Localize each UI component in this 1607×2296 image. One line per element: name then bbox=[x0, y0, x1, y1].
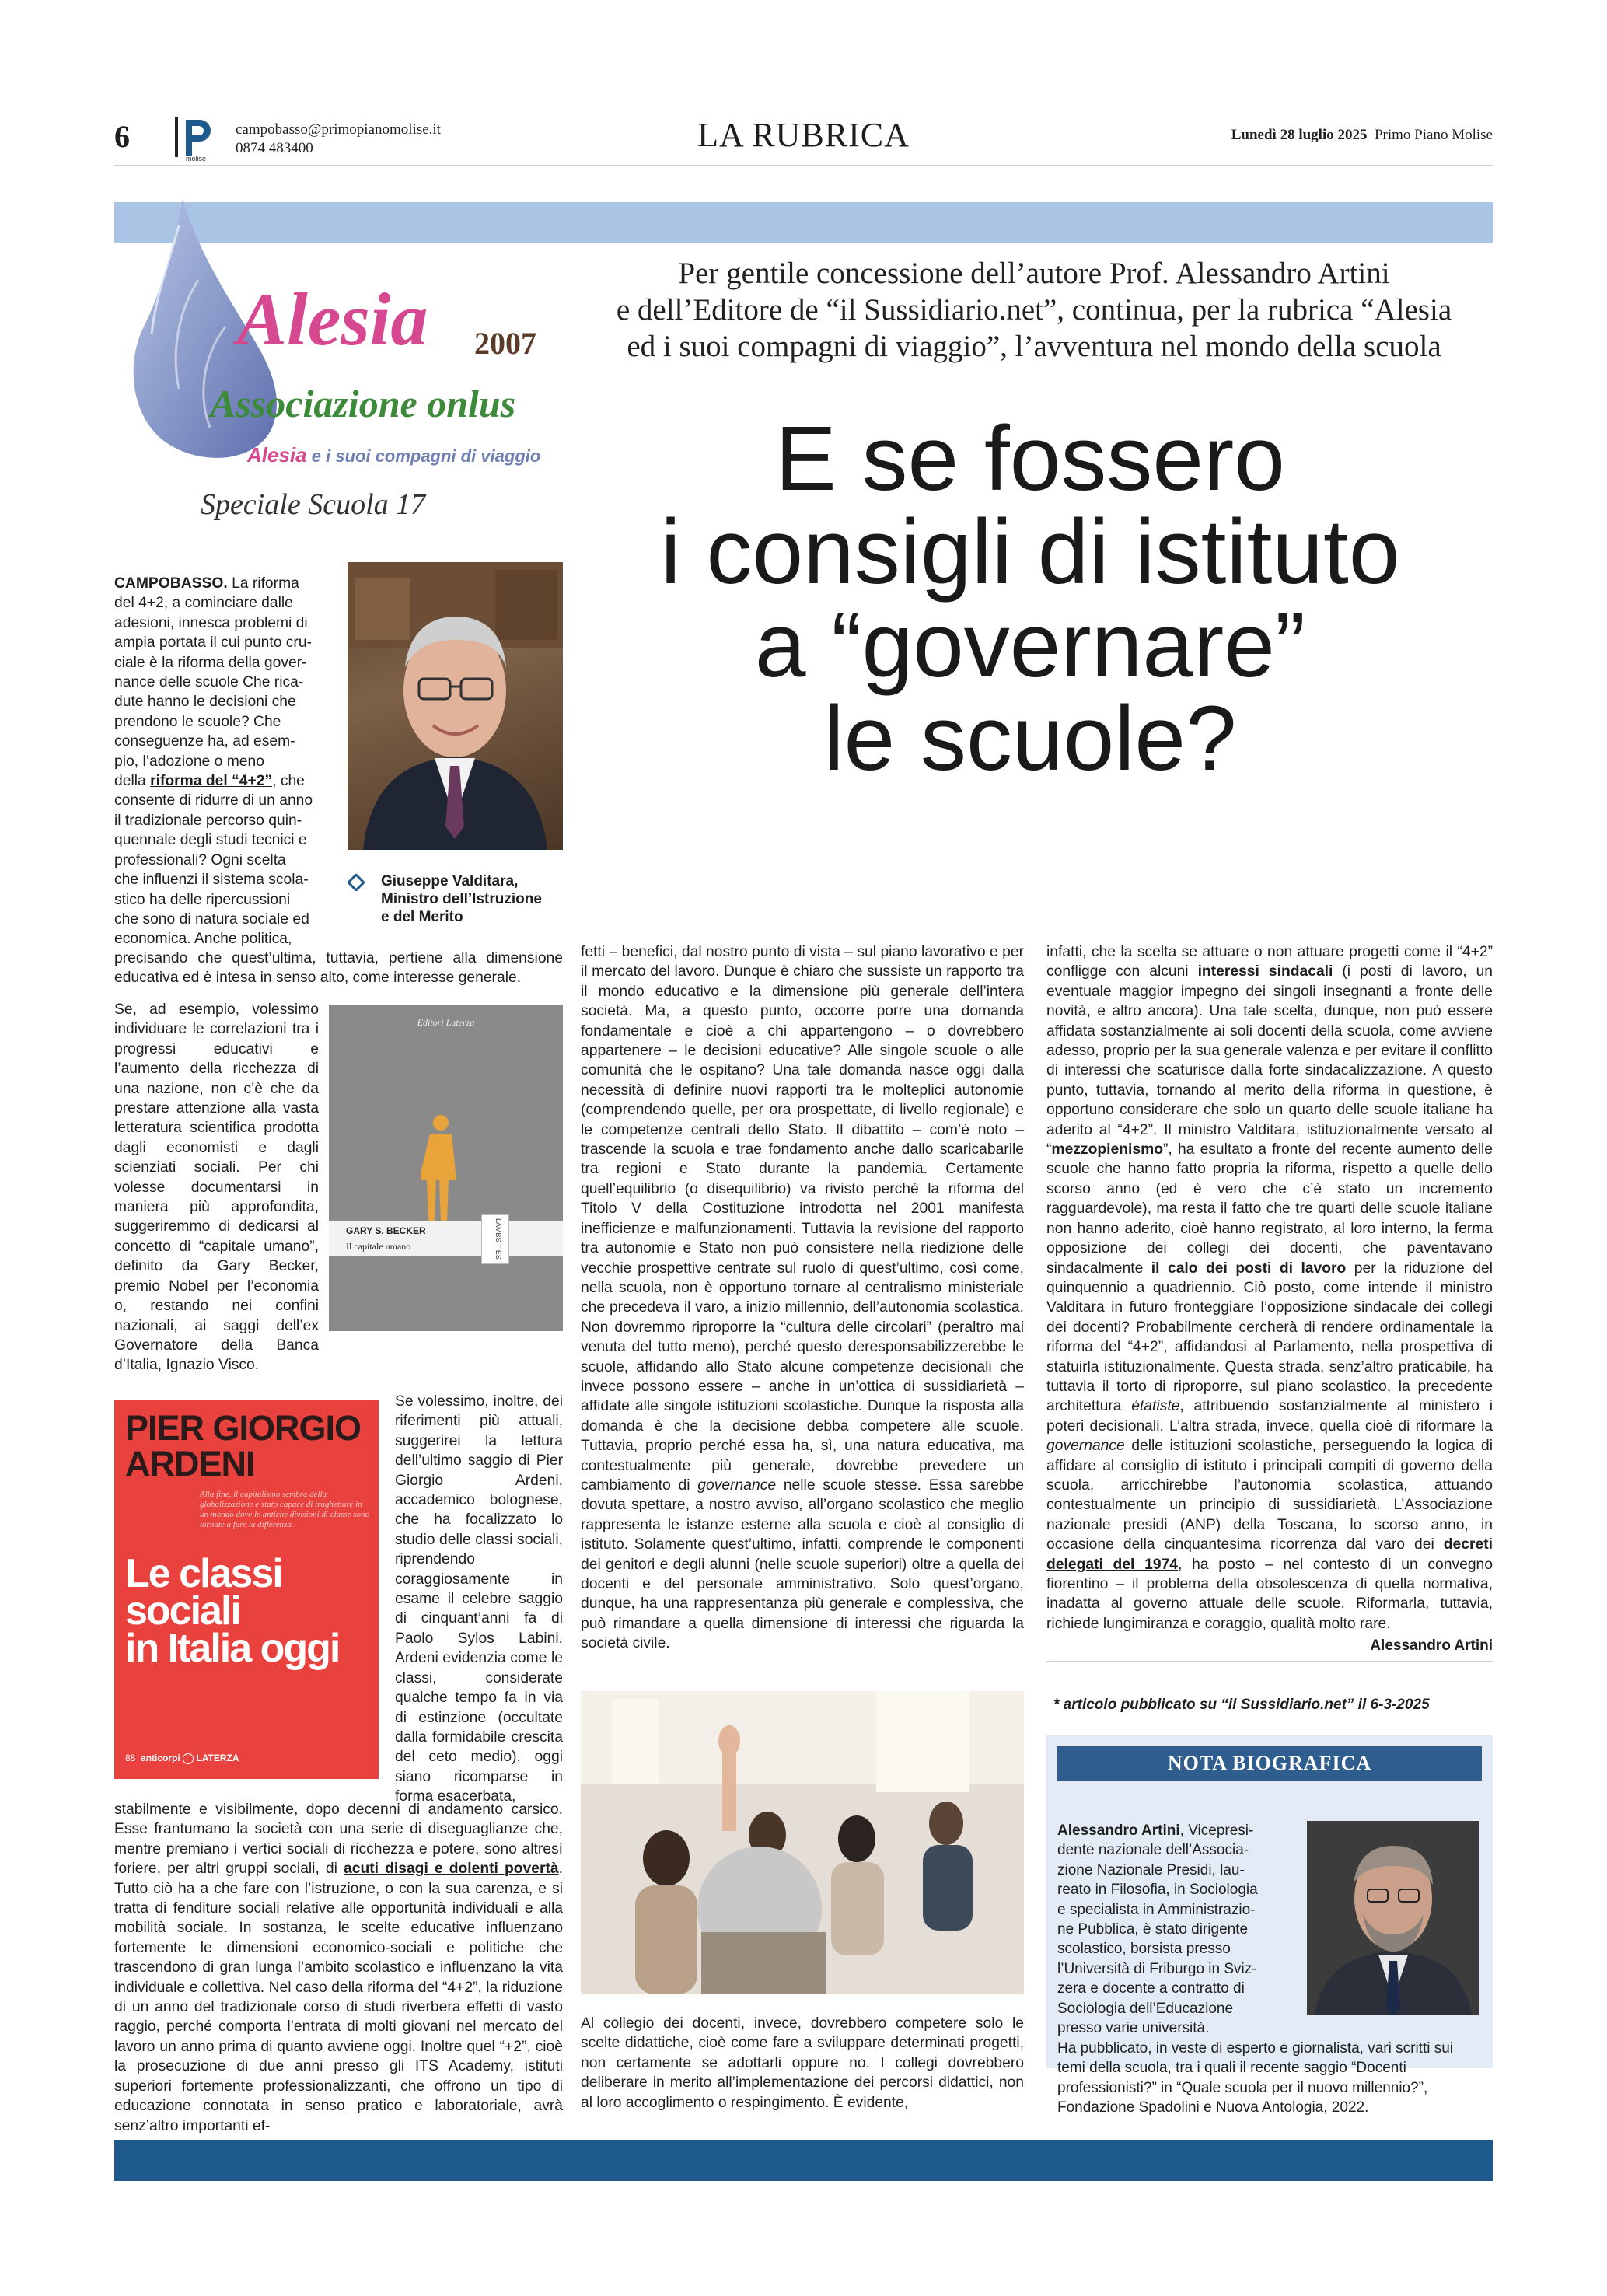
book-becker bbox=[329, 1005, 563, 1331]
logo-word: molise bbox=[186, 155, 207, 162]
artini-photo bbox=[1307, 1821, 1479, 2015]
issue-date: Lunedì 28 luglio 2025 bbox=[1231, 127, 1368, 143]
diamond-bullet-icon bbox=[348, 874, 363, 889]
bio-name: Alessandro Artini bbox=[1057, 1822, 1180, 1839]
bio-text-full: Ha pubblicato, in veste di esperto e giornalista, vari scritti sui temi della scuola, tra i quali il recente saggio “Docenti professionisti?” in “Quale scuola per il nuovo millennio?”, Fondazione Spadolini e Nuova Antologia, 2022. bbox=[1057, 2040, 1454, 2116]
headline-line-3: a “governare” bbox=[754, 594, 1306, 697]
book2-publisher: LATERZA bbox=[196, 1753, 239, 1763]
caption-line-3: e del Merito bbox=[381, 909, 463, 925]
article-col1b: Se, ad esempio, volessimo individuare le correlazioni tra i progressi educativi e l’aumento della ricchezza di una nazione, non c’è che da prestare attenzione alla vasta letteratura scientifica prodotta dagli economisti e dagli scienziati sociali. Per chi volesse documentarsi in maniera più approfondita, suggeriremmo di dedicarsi al concetto di “capitale umano”, definito da Gary Becker, premio Nobel per l’economia o, restando nei confini nazionali, ai saggi dell’ex Governatore della Banca d’Italia, Ignazio Visco. bbox=[114, 1001, 319, 1374]
photo-caption bbox=[381, 872, 542, 926]
bottom-band bbox=[114, 2140, 1493, 2181]
intro-line-2: e dell’Editore de “il Sussidiario.net”, continua, per la rubrica “Alesia bbox=[616, 293, 1452, 327]
book1-publisher: Editori Laterza bbox=[417, 1017, 475, 1028]
intro-block bbox=[575, 255, 1493, 365]
headline-line-1: E se fossero bbox=[775, 407, 1285, 510]
alesia-year: 2007 bbox=[474, 326, 536, 361]
laterza-logo-icon bbox=[183, 1753, 194, 1764]
contact-phone: 0874 483400 bbox=[236, 140, 313, 156]
article-col3: infatti, che la scelta se attuare o non attuare progetti come il “4+2” confligge con alcuni interessi sindacali (i posti di lavoro, un eventuale maggior impegno dei singoli insegnanti a fronte delle novità, e altro ancora). Una tale scelta, dunque, non può essere affidata sostanzialmente ai soli docenti della scuola, come avviene adesso, proprio per la sua generale valenza e per evitare il conflitto di interessi che scaturisce dalla forte sindacalizzazione. A questo punto, tuttavia, tornando al merito della riforma in questione, è opportuno considerare che solo un quarto delle scuole italiane ha aderito al “4+2”. Il ministro Valditara, istituzionalmente versato al “mezzopienismo”, ha esultato a fronte del recente aumento delle scuole che hanno fatto propria la riforma, rispetto a quelle dello scorso anno (ed è vero che c’è stato un incremento ragguardevole), ma resta il fatto che tre quarti delle scuole italiane non hanno aderito, cioè hanno registrato, al loro interno, la ferma opposizione dei collegi dei docenti, che paventavano sindacalmente il calo dei posti di lavoro per la riduzione del quinquennio a quadriennio. Ciò posto, come intende il ministro Valditara in futuro fronteggiare l’opposizione sindacale dei collegi dei docenti? Probabilmente cercherà di rendere ordinamentale la riforma del “4+2”, affidandosi al Parlamento, nella prospettiva di statuirla istituzionalmente. Questa strada, senz’altro praticabile, ha tuttavia il torto di riproporre, sul piano scolastico, la precedente architettura étatiste, attribuendo sostanzialmente al ministero i poteri decisionali. L’altra strada, invece, quella cioè di riformare la governance delle istituzioni scolastiche, perseguendo la logica di affidare al consiglio di istituto i principali compiti di governo della scuola, arricchirebbe l’autonomia scolastica, attuando contestualmente un principio di sussidiarietà. L’Associazione nazionale presidi (ANP) della Toscana, lo scorso anno, in occasione della cinquantesima ricorrenza dal varo dei decreti delegati del 1974, ha posto – nel contesto di un convegno fiorentino – il problema della obsolescenza di quella normativa, inadatta al governo attuale delle scuole. Riformarla, tuttavia, richiede lungimiranza e coraggio, qualità molto rare. bbox=[1046, 944, 1493, 1632]
headline bbox=[568, 407, 1493, 790]
book2-series bbox=[125, 1753, 239, 1764]
link-interessi-sindacali: interessi sindacali bbox=[1197, 963, 1333, 980]
caption-line-1: Giuseppe Valditara, bbox=[381, 873, 519, 889]
article-col1c: Se volessimo, inoltre, dei riferimenti più attuali, suggerirei la lettura dell’ultimo saggio di Pier Giorgio Ardeni, accademico bolognese, che ha focalizzato lo studio delle classi sociali, riprendendo coraggiosamente in esame il celebre saggio di cinquant’anni fa di Paolo Sylos Labini. Ardeni evidenzia come le classi, considerate qualche tempo fa in via di estinzione (occultate dalla formidabile crescita del ceto medio), oggi siano ricomparse in forma esacerbata, bbox=[395, 1393, 563, 1805]
valditara-photo bbox=[348, 562, 563, 850]
link-acuti-disagi: acuti disagi e dolenti povertà bbox=[344, 1861, 559, 1878]
article-col2b: Al collegio dei docenti, invece, dovrebbero competere solo le scelte didattiche, cioè come fare a sviluppare determinati progetti, non certamente se adottarli oppure no. I collegi dovrebbero deliberare in merito all’implementazione dei percorsi didattici, non al loro accoglimento o respingimento. È evidente, bbox=[581, 2015, 1024, 2111]
alesia-tagline-name: Alesia bbox=[247, 443, 307, 467]
link-riforma: riforma del “4+2” bbox=[150, 773, 273, 790]
article-col1a: CAMPOBASSO. La riforma del 4+2, a cominciare dalle adesioni, innesca problemi di ampia portata il cui punto cru- ciale è la riforma della gover- nance delle scuole Che rica- dute hanno le decisioni che prendono le scuole? Che conseguenze ha, ad esem- pio, l’adozione o meno della riforma del “4+2”, che consente di ridurre di un anno il tradizionale percorso quin- quennale degli studi tecnici e professionali? Ogni scelta che influenzi il sistema scola- stico ha delle ripercussioni che sono di natura sociale ed economica. Anche politica, bbox=[114, 575, 313, 948]
book2-author-2: ARDENI bbox=[125, 1444, 255, 1483]
bio-box bbox=[1046, 1735, 1493, 2116]
special-label: Speciale Scuola 17 bbox=[201, 488, 426, 521]
article-col2a: fetti – benefici, dal nostro punto di vista – sul piano lavorativo e per il mercato del lavoro. Dunque è chiaro che sussiste un rapporto tra il mondo educativo e la dimensione più generale dell’intera società. Ma, a questo punto, occorre porre una domanda fondamentale e cioè a chi appartengono – o dovrebbero appartenere – le decisioni educative? Alle singole scuole o alle comunità che le ospitano? Una tale domanda nasce oggi dalla necessità di definire nuovi rapporti tra le molteplici autonomie (comprendendo quelle, per ora prospettate, di livello regionale) e le competenze centrali dello Stato. Il dibattito – com’è noto – trascende la scuola e trae fondamento anche dallo scaricabarile tra regioni e Stato durante la pandemia. Certamente quell’equilibrio (o disequilibrio) va rivisto perché la riforma del Titolo V della Costituzione introdotta nel 2001 manifesta inefficienze e malfunzionamenti. Tuttavia la revisione del rapporto tra autonomie e Stato non può consistere nella riedizione delle vecchie prospettive centrate sul ruolo di quest’ultimo, così come, nella scuola, non è opportuno tornare al centralismo ministeriale che precedeva il varo, a inizio millennio, dell’autonomia scolastica. Non dovremmo riproporre la “cultura delle circolari” (peraltro mai venuta del tutto meno), perché questo deresponsabilizzerebbe le scuole, affidando allo Stato alcune competenze decisionali che invece possono essere – anche in un’ottica di sussidiarietà – affidate alle singole istituzioni scolastiche. Dunque la risposta alla domanda è che la decisione debba competere alle scuole. Tuttavia, proprio perché essa ha, sì, una natura educativa, ma contestualmente più generale, dovrebbe prevedere un cambiamento di governance nelle scuole stesse. Essa sarebbe dovuta spettare, a nostro avviso, all’organo scolastico che meglio rappresenta le istanze esterne alla scuola e cioè al consiglio di istituto. Solamente quest’ultimo, infatti, comprende le componenti dei genitori e degli alunni (nelle scuole superiori) oltre a quella dei docenti e del personale amministrativo. Solo quest’organo, dunque, ha una rappresentanza più generale e complessiva, che può rimandare a quella dimensione di interessi che riguarda la società civile. bbox=[581, 944, 1024, 1652]
book-ardeni bbox=[114, 1400, 379, 1779]
section-title: LA RUBRICA bbox=[697, 116, 910, 154]
book1-title: Il capitale umano bbox=[346, 1241, 411, 1252]
book2-author bbox=[125, 1410, 361, 1482]
alesia-assoc: Associazione onlus bbox=[210, 382, 516, 425]
bio-title: NOTA BIOGRAFICA bbox=[1057, 1746, 1482, 1781]
book2-series-name: anticorpi bbox=[141, 1753, 180, 1763]
link-calo-posti: il calo dei posti di lavoro bbox=[1151, 1260, 1347, 1277]
alesia-tagline bbox=[247, 443, 540, 467]
header-rule bbox=[114, 165, 1493, 166]
headline-line-4: le scuole? bbox=[823, 687, 1237, 790]
alesia-tagline-rest: e i suoi compagni di viaggio bbox=[311, 446, 541, 466]
bio-text-left: Alessandro Artini, Vicepresi- dente nazionale dell’Associa- zione Nazionale Presidi, lau- reato in Filosofia, in Sociologia e specialista in Amministrazio- ne Pubblica, è stato dirigente scolastico, borsista presso l’Università di Friburgo in Sviz- zera e docente a contratto di Sociologia dell’Educazione presso varie università. bbox=[1057, 1822, 1258, 2037]
intro-line-1: Per gentile concessione dell’autore Prof. Alessandro Artini bbox=[678, 257, 1390, 290]
book1-spine-text: LAMBS TIES bbox=[494, 1218, 502, 1260]
headline-line-2: i consigli di istituto bbox=[660, 501, 1400, 603]
paper-name: Primo Piano Molise bbox=[1374, 127, 1493, 143]
article-footnote: * articolo pubblicato su “il Sussidiario.net” il 6-3-2025 bbox=[1053, 1697, 1430, 1713]
book2-series-num: 88 bbox=[125, 1753, 136, 1763]
article-signature: Alessandro Artini bbox=[1370, 1637, 1493, 1654]
standing-figure-icon bbox=[421, 1113, 459, 1222]
caption-line-2: Ministro dell’Istruzione bbox=[381, 891, 542, 907]
lead-city: CAMPOBASSO. bbox=[114, 575, 228, 592]
book2-author-1: PIER GIORGIO bbox=[125, 1408, 362, 1448]
book1-author: GARY S. BECKER bbox=[346, 1225, 426, 1236]
intro-line-3: ed i suoi compagni di viaggio”, l’avventura nel mondo della scuola bbox=[627, 330, 1441, 363]
article-col1a-end: precisando che quest’ultima, tuttavia, pertiene alla dimensione educativa ed è intesa in senso alto, come interesse generale. bbox=[114, 950, 563, 987]
book2-title bbox=[125, 1551, 340, 1671]
book2-title-2: sociali bbox=[125, 1588, 240, 1634]
issue-info bbox=[1231, 127, 1493, 144]
book2-title-1: Le classi bbox=[125, 1551, 282, 1596]
link-mezzopienismo: mezzopienismo bbox=[1051, 1141, 1163, 1158]
contact-email: campobasso@primopianomolise.it bbox=[236, 121, 441, 138]
alesia-name: Alesia bbox=[237, 278, 428, 361]
book1-spine bbox=[481, 1214, 509, 1264]
signature-rule bbox=[1046, 1661, 1493, 1662]
link-decreti-delegati: decreti delegati del 1974 bbox=[1046, 1536, 1493, 1573]
classroom-photo bbox=[581, 1691, 1024, 1994]
page-number: 6 bbox=[114, 119, 130, 154]
book2-title-3: in Italia oggi bbox=[125, 1626, 340, 1671]
book2-blurb: Alla fine, il capitalismo sembra della globalizzazione e stato capace di traghettare in un mondo dove le antiche divisioni di classe sono tornate a fare la differenza. bbox=[200, 1490, 370, 1529]
article-col1d: stabilmente e visibilmente, dopo decenni di andamento carsico. Esse frantumano la società con una serie di diseguaglianze che, mentre premiano i vertici sociali di ricchezza e potere, sono altresì foriere, per altri gruppi sociali, di acuti disagi e dolenti povertà. Tutto ciò ha a che fare con l’istruzione, o con la sua carenza, e si tratta di fenditure sociali relative alle opportunità individuali e alla mobilità sociale. In sostanza, le scelte educative influenzano fortemente le dimensioni economico-sociali e politiche che trascendono di gran lunga l’ambito scolastico e influenzano la vita individuale e collettiva. Nel caso della riforma del “4+2”, la riduzione di un anno del tradizionale corso di studi riverbera effetti di vasto raggio, perché comporta l’entrata di molti giovani nel mercato del lavoro un anno prima di quanto avviene oggi. Inoltre quel “+2”, cioè la prosecuzione di due anni presso gli ITS Academy, istituti superiori fortemente professionalizzanti, che offrono un tipo di educazione connotata in senso pratico e laboratoriale, avrà senz’altro importanti ef- bbox=[114, 1802, 563, 2134]
